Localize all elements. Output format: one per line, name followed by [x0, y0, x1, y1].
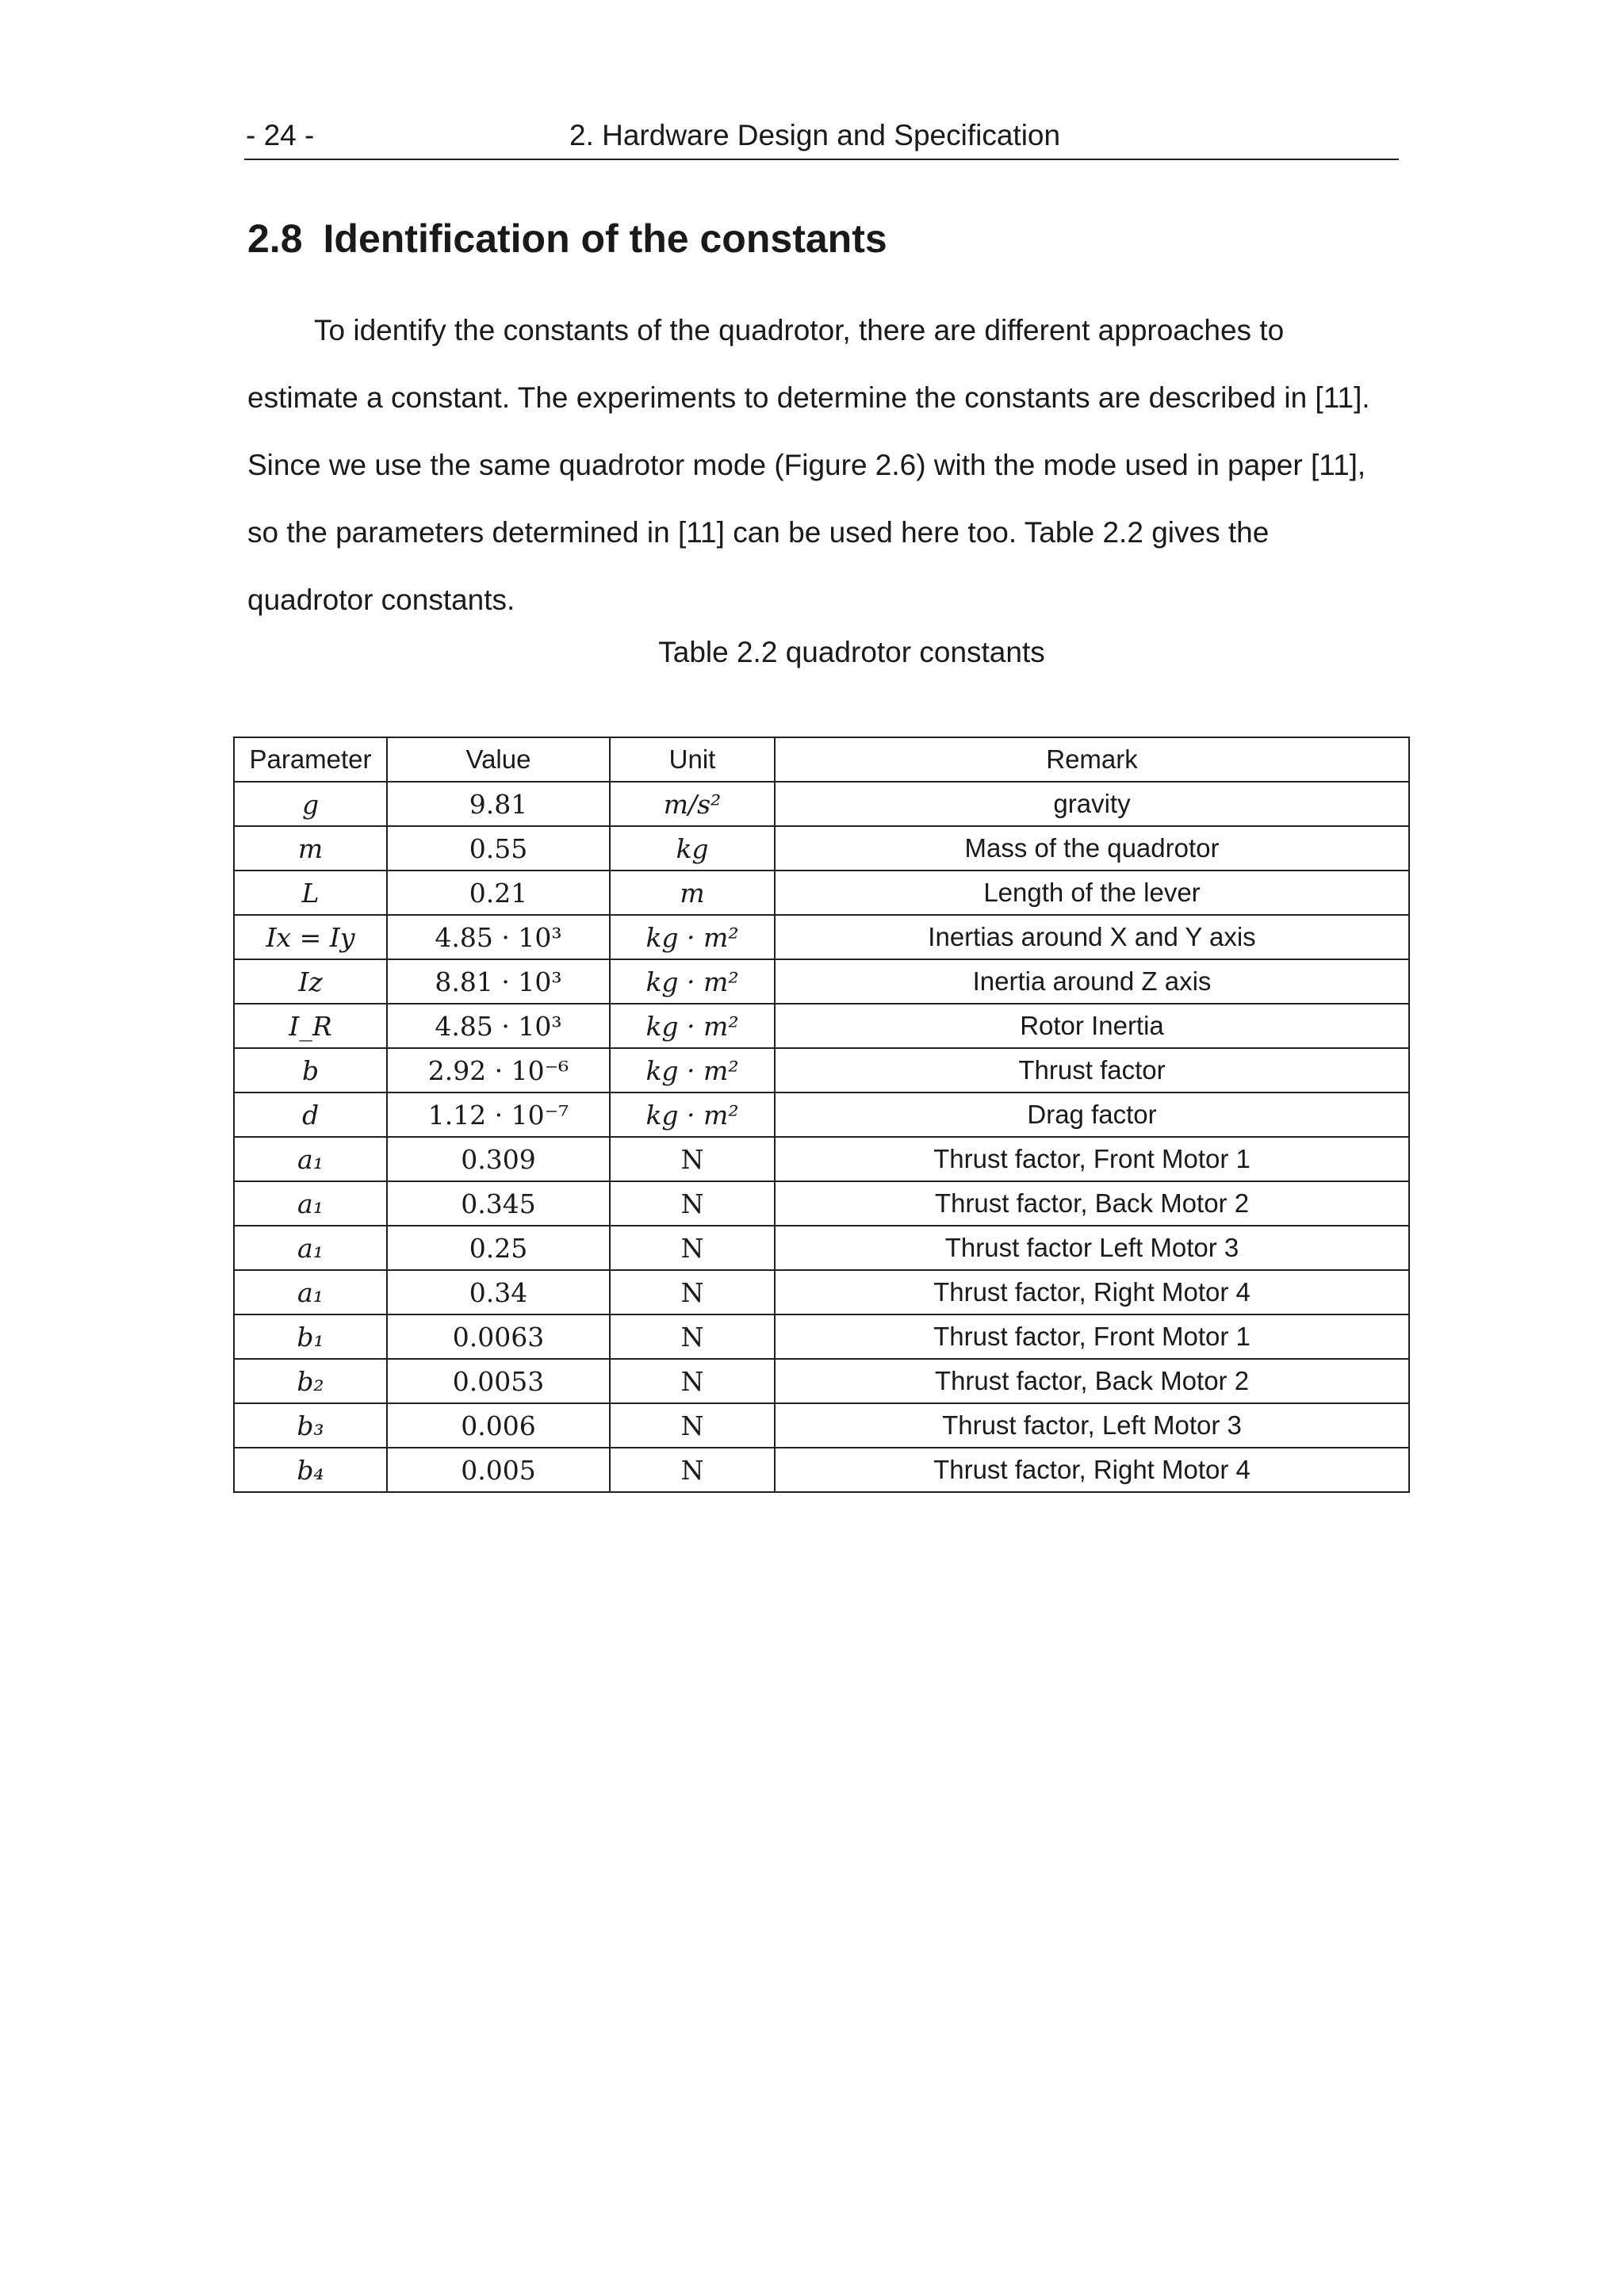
cell-parameter: d [234, 1093, 387, 1137]
header-remark: Remark [775, 737, 1409, 782]
cell-value: 4.85 · 10³ [387, 915, 610, 959]
cell-parameter: a₁ [234, 1137, 387, 1181]
table-row [234, 1137, 1409, 1181]
table-row [234, 1048, 1409, 1093]
cell-value: 1.12 · 10⁻⁷ [387, 1093, 610, 1137]
cell-parameter: Iz [234, 959, 387, 1004]
running-title: 2. Hardware Design and Specification [569, 119, 1061, 151]
cell-remark: Thrust factor, Back Motor 2 [775, 1181, 1409, 1226]
cell-unit: m/s² [610, 782, 775, 826]
page-header [244, 116, 1399, 160]
cell-unit: N [610, 1137, 775, 1181]
cell-remark: Thrust factor, Right Motor 4 [775, 1270, 1409, 1314]
section-number: 2.8 [247, 216, 303, 261]
cell-unit: kg · m² [610, 1048, 775, 1093]
cell-parameter: L [234, 871, 387, 915]
table-row [234, 871, 1409, 915]
cell-value: 0.006 [387, 1403, 610, 1448]
cell-parameter: a₁ [234, 1226, 387, 1270]
table-row [234, 826, 1409, 871]
cell-parameter: b [234, 1048, 387, 1093]
cell-remark: Drag factor [775, 1093, 1409, 1137]
table-row [234, 1314, 1409, 1359]
table-row [234, 959, 1409, 1004]
cell-value: 0.0053 [387, 1359, 610, 1403]
cell-value: 4.85 · 10³ [387, 1004, 610, 1048]
table-row [234, 915, 1409, 959]
cell-remark: Thrust factor, Back Motor 2 [775, 1359, 1409, 1403]
cell-remark: Inertias around X and Y axis [775, 915, 1409, 959]
cell-remark: Mass of the quadrotor [775, 826, 1409, 871]
cell-parameter: a₁ [234, 1270, 387, 1314]
cell-unit: N [610, 1314, 775, 1359]
cell-value: 0.309 [387, 1137, 610, 1181]
table-row [234, 1270, 1409, 1314]
table-row [234, 1448, 1409, 1492]
cell-value: 0.005 [387, 1448, 610, 1492]
section-heading [247, 216, 887, 262]
body-paragraph [247, 297, 1389, 633]
section-title: Identification of the constants [323, 216, 887, 261]
cell-unit: kg · m² [610, 959, 775, 1004]
cell-unit: N [610, 1181, 775, 1226]
cell-remark: Thrust factor [775, 1048, 1409, 1093]
cell-parameter: a₁ [234, 1181, 387, 1226]
cell-value: 0.25 [387, 1226, 610, 1270]
cell-remark: Thrust factor, Front Motor 1 [775, 1314, 1409, 1359]
cell-remark: Length of the lever [775, 871, 1409, 915]
table-row [234, 782, 1409, 826]
cell-unit: N [610, 1403, 775, 1448]
table-row [234, 1359, 1409, 1403]
body-paragraph-text: To identify the constants of the quadrotor, there are different approaches to estimate a constant. The experiments to determine the constants are described in [11]. Since we use the same quadrotor mode (Figure 2.6) with the mode used in paper [11], so the parameters determined in [11] can be used here too. Table 2.2 gives the quadrotor constants. [247, 314, 1370, 616]
table-caption: Table 2.2 quadrotor constants [658, 636, 1045, 668]
cell-value: 0.21 [387, 871, 610, 915]
cell-value: 9.81 [387, 782, 610, 826]
cell-parameter: I_R [234, 1004, 387, 1048]
cell-unit: kg · m² [610, 915, 775, 959]
cell-value: 0.34 [387, 1270, 610, 1314]
cell-value: 0.0063 [387, 1314, 610, 1359]
cell-unit: kg · m² [610, 1004, 775, 1048]
cell-parameter: b₄ [234, 1448, 387, 1492]
table-row [234, 1181, 1409, 1226]
cell-parameter: Ix = Iy [234, 915, 387, 959]
cell-value: 0.345 [387, 1181, 610, 1226]
header-parameter: Parameter [234, 737, 387, 782]
table-row [234, 1226, 1409, 1270]
table-header-row [234, 737, 1409, 782]
cell-parameter: g [234, 782, 387, 826]
cell-unit: kg [610, 826, 775, 871]
cell-remark: Thrust factor, Right Motor 4 [775, 1448, 1409, 1492]
table-row [234, 1403, 1409, 1448]
table-row [234, 1004, 1409, 1048]
cell-unit: m [610, 871, 775, 915]
cell-remark: Inertia around Z axis [775, 959, 1409, 1004]
table-row [234, 1093, 1409, 1137]
cell-unit: N [610, 1226, 775, 1270]
cell-parameter: b₃ [234, 1403, 387, 1448]
cell-unit: kg · m² [610, 1093, 775, 1137]
cell-parameter: b₂ [234, 1359, 387, 1403]
header-value: Value [387, 737, 610, 782]
header-unit: Unit [610, 737, 775, 782]
page-number: - 24 - [246, 119, 315, 151]
cell-value: 2.92 · 10⁻⁶ [387, 1048, 610, 1093]
cell-remark: Thrust factor Left Motor 3 [775, 1226, 1409, 1270]
cell-parameter: b₁ [234, 1314, 387, 1359]
cell-unit: N [610, 1270, 775, 1314]
cell-value: 0.55 [387, 826, 610, 871]
constants-table [233, 737, 1410, 1493]
cell-value: 8.81 · 10³ [387, 959, 610, 1004]
cell-remark: Rotor Inertia [775, 1004, 1409, 1048]
cell-unit: N [610, 1448, 775, 1492]
cell-remark: gravity [775, 782, 1409, 826]
cell-parameter: m [234, 826, 387, 871]
cell-remark: Thrust factor, Front Motor 1 [775, 1137, 1409, 1181]
cell-unit: N [610, 1359, 775, 1403]
cell-remark: Thrust factor, Left Motor 3 [775, 1403, 1409, 1448]
